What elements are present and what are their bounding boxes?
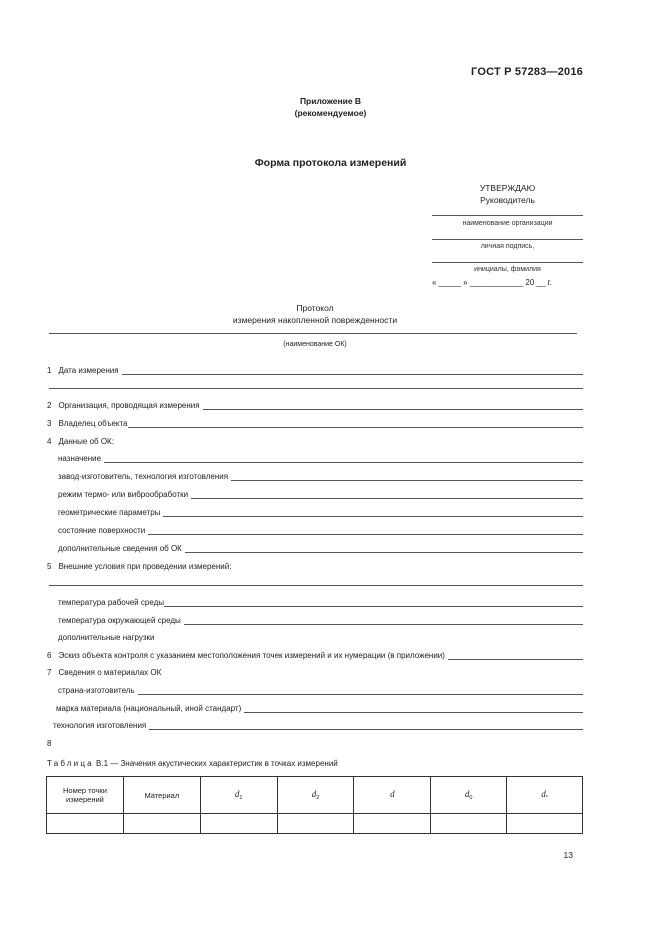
protocol-subtitle: измерения накопленной поврежденности (232, 315, 398, 325)
appendix-title: Приложение В (299, 96, 362, 106)
symbol: d (390, 789, 395, 799)
item-materials (47, 666, 583, 677)
item-label: дополнительные сведения об ОК (58, 544, 182, 553)
appendix-note: (рекомендуемое) (294, 108, 367, 118)
table-cell[interactable] (507, 814, 583, 834)
protocol-title: Протокол (296, 303, 334, 313)
item-label: Внешние условия при проведении измерений: (58, 562, 232, 571)
subscript: 2 (316, 795, 320, 801)
header-d2 (277, 777, 354, 814)
table-caption (47, 759, 338, 768)
treatment-field[interactable] (191, 491, 583, 499)
item-sketch (47, 649, 583, 660)
subscript: * (545, 795, 548, 801)
item-label: Организация, проводящая измерения (58, 401, 200, 410)
table-caption-prefix: Таблица (47, 759, 94, 768)
item-label: назначение (58, 454, 102, 463)
ambient-temp-field[interactable] (184, 617, 583, 625)
item-number: 6 (47, 651, 52, 660)
ok-name-line (49, 333, 577, 334)
item-geometry (58, 506, 583, 517)
item-treatment (58, 488, 583, 499)
item-purpose (58, 452, 583, 463)
org-line (432, 215, 583, 216)
item-loads (58, 631, 583, 642)
item-label: Дата измерения (58, 366, 119, 375)
table-cell[interactable] (431, 814, 507, 834)
item-country (58, 684, 583, 695)
signature-line (432, 239, 583, 240)
item-label: Сведения о материалах ОК (58, 668, 162, 677)
item-date (47, 364, 583, 375)
manufacturer-field[interactable] (231, 473, 583, 481)
ok-caption: (наименование ОК) (283, 341, 347, 348)
item-number: 5 (47, 562, 52, 571)
table-caption-text: В.1 — Значения акустических характеристик в точках измерений (96, 759, 338, 768)
table-cell[interactable] (47, 814, 124, 834)
table-row (47, 814, 583, 834)
organization-field[interactable] (203, 402, 583, 410)
grade-field[interactable] (244, 705, 583, 713)
item-owner (47, 417, 583, 428)
initials-caption: инициалы, фамилия (474, 266, 541, 273)
item-conditions (47, 560, 583, 571)
page-number: 13 (563, 850, 573, 860)
header-dstar (507, 777, 583, 814)
standard-number: ГОСТ Р 57283—2016 (471, 66, 583, 78)
symbol: d (464, 789, 470, 799)
item-work-temp (58, 596, 583, 607)
item-number: 7 (47, 668, 52, 677)
item-ambient-temp (58, 614, 583, 625)
date-field[interactable] (122, 367, 583, 375)
initials-line (432, 262, 583, 263)
table-header-row (47, 777, 583, 814)
symbol: d (541, 789, 546, 799)
table-cell[interactable] (200, 814, 277, 834)
item-label: состояние поверхности (58, 526, 146, 535)
table-cell[interactable] (123, 814, 200, 834)
org-caption: наименование организации (462, 220, 553, 227)
item-number: 8 (47, 739, 52, 748)
country-field[interactable] (138, 687, 583, 695)
item-surface (58, 524, 583, 535)
table-cell[interactable] (277, 814, 354, 834)
subscript: 0 (469, 795, 473, 801)
item-label: марка материала (национальный, иной стандарт) (56, 704, 242, 713)
subscript: 1 (239, 795, 243, 801)
item-label: Эскиз объекта контроля с указанием местоположения точек измерений и их нумерации (в приложении) (58, 651, 445, 660)
purpose-field[interactable] (104, 455, 583, 463)
item-number: 3 (47, 419, 52, 428)
item-additional (58, 542, 583, 553)
item-label: Данные об ОК: (58, 437, 114, 446)
item-number: 4 (47, 437, 52, 446)
additional-field[interactable] (185, 545, 583, 553)
conditions-line[interactable] (49, 585, 583, 586)
form-title: Форма протокола измерений (254, 157, 407, 169)
item-eight (47, 737, 57, 748)
symbol: d (311, 789, 317, 799)
work-temp-field[interactable] (164, 599, 583, 607)
item-label: режим термо- или виброобработки (58, 490, 189, 499)
head-label: Руководитель (480, 195, 535, 205)
table-cell[interactable] (354, 814, 431, 834)
tech-field[interactable] (149, 722, 583, 730)
header-d1 (200, 777, 277, 814)
surface-field[interactable] (148, 527, 583, 535)
item-number: 1 (47, 366, 52, 375)
sketch-field[interactable] (448, 652, 583, 660)
header-d0 (431, 777, 507, 814)
date-extra-line[interactable] (49, 388, 583, 389)
item-grade (56, 702, 583, 713)
item-label: температура окружающей среды (58, 616, 181, 625)
item-label: Владелец объекта (58, 419, 128, 428)
item-label: температура рабочей среды (58, 598, 165, 607)
item-label: завод-изготовитель, технология изготовления (58, 472, 229, 481)
item-label: страна-изготовитель (58, 686, 135, 695)
measurements-table (46, 776, 583, 834)
header-material: Материал (123, 777, 200, 814)
owner-field[interactable] (128, 420, 583, 428)
item-ok-data (47, 435, 583, 446)
item-manufacturer (58, 470, 583, 481)
item-label: дополнительные нагрузки (58, 633, 155, 642)
approve-label: УТВЕРЖДАЮ (479, 183, 536, 193)
header-point-number: Номер точки измерений (47, 777, 124, 814)
item-tech (53, 719, 583, 730)
symbol: d (234, 789, 240, 799)
item-label: геометрические параметры (58, 508, 161, 517)
geometry-field[interactable] (163, 509, 583, 517)
item-organization (47, 399, 583, 410)
item-label: технология изготовления (53, 721, 147, 730)
header-d (354, 777, 431, 814)
approval-date: « _____ » ____________ 20 __ г. (432, 278, 552, 287)
item-number: 2 (47, 401, 52, 410)
signature-caption: личная подпись, (480, 243, 535, 250)
